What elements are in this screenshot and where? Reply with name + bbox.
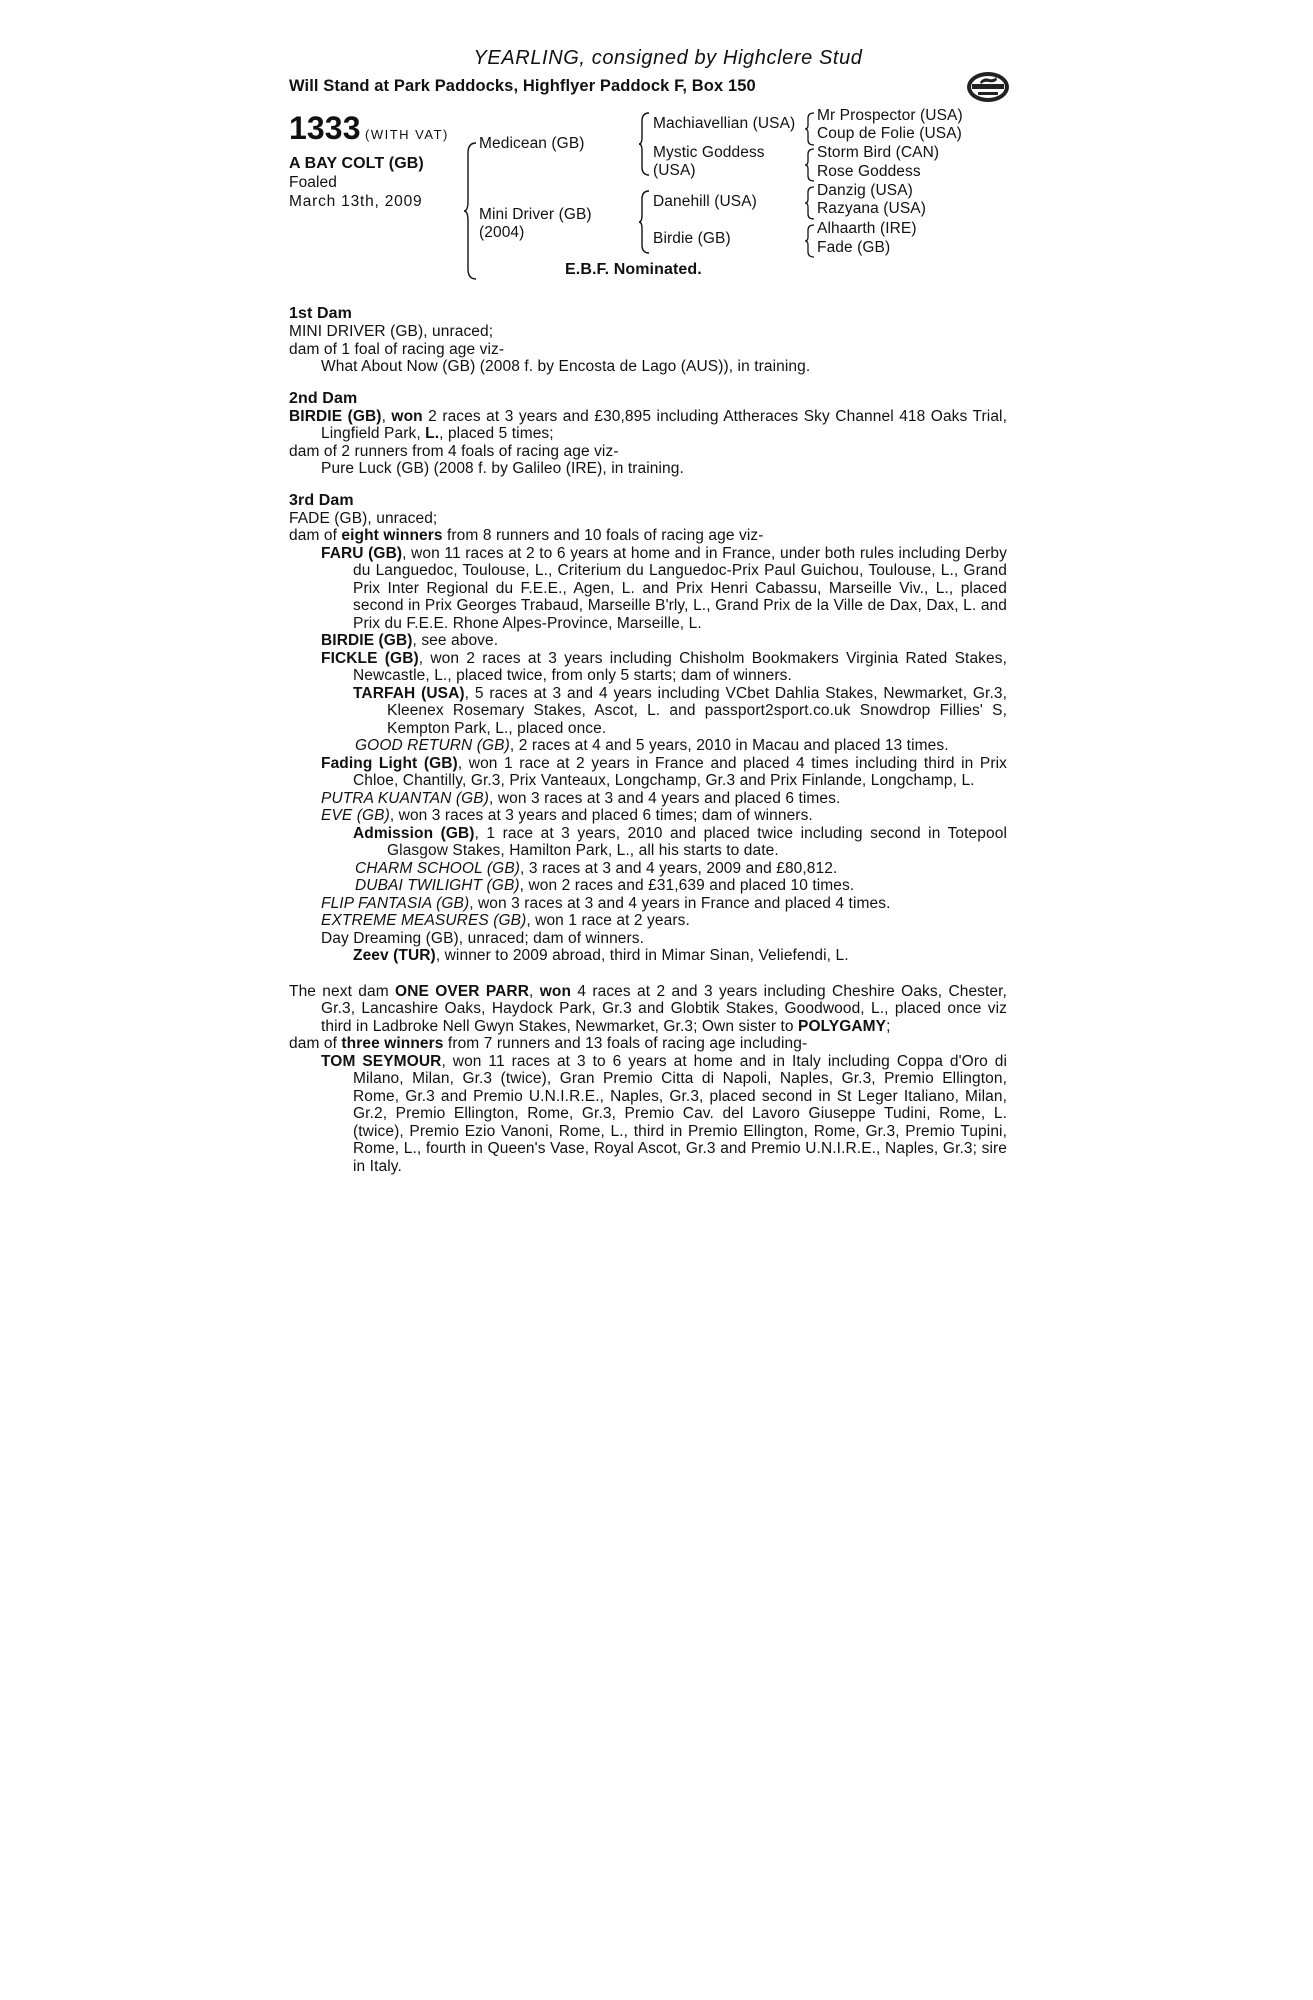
lot-description: A BAY COLT (GB) [289,155,424,172]
pedigree-dd-dam: Fade (GB) [817,239,891,256]
listed-marker: L. [425,425,440,442]
foaled-date: March 13th, 2009 [289,193,423,210]
dam-of-text: dam of [289,527,342,544]
pedigree-brace-ss [805,111,815,147]
won-label: won [391,407,423,425]
foaled-label: Foaled [289,174,337,191]
pedigree-ds-dam: Razyana (USA) [817,200,926,217]
first-dam-section [289,305,1007,376]
horse-name: Fading Light (GB) [321,754,458,772]
race-record-text: , won 3 races at 3 and 4 years in France and placed 4 times. [469,894,891,912]
ebf-nominated: E.B.F. Nominated. [565,261,702,278]
dam-of-text: dam of [289,1035,342,1052]
race-record-text: , see above. [412,632,499,649]
next-dam-produce-line [289,1035,1007,1053]
horse-name: CHARM SCHOOL (GB) [355,859,521,877]
pedigree-sire-sire: Machiavellian (USA) [653,115,796,132]
pedigree-block [289,107,1007,301]
produce-entry [289,737,1007,755]
third-dam-line: FADE (GB), unraced; [289,509,438,527]
first-dam-line: MINI DRIVER (GB), unraced; [289,323,494,340]
pedigree-brace-ds [805,185,815,221]
produce-entry [289,912,1007,930]
pedigree-dam-dam: Birdie (GB) [653,230,731,247]
vat-note: (WITH VAT) [365,127,449,142]
race-record-text: 4 races at 2 and 3 years including Cheshire Oaks, Chester, Gr.3, Lancashire Oaks, Haydock Park, Gr.3 and Globtik Stakes, Goodwood, L., placed once viz third in Ladbroke Nell Gwyn Stakes, Newmarket, Gr.3; Own sister to [321,982,1007,1035]
produce-entry [289,790,1007,808]
produce-entry [289,755,1007,790]
first-dam-produce-line: dam of 1 foal of racing age viz- [289,340,505,358]
pedigree-ds-sire: Danzig (USA) [817,182,913,199]
next-dam-section [289,983,1007,1176]
second-dam-record: BIRDIE (GB), won 2 races at 3 years and £30,895 including Attheraces Sky Channel 418 Oaks Trial, Lingfield Park, L., placed 5 times; [289,407,1008,442]
sister-tail: ; [886,1017,891,1035]
horse-name: BIRDIE (GB) [289,407,382,425]
pedigree-brace-sire [639,111,651,177]
dam-of-tail: from 7 runners and 13 foals of racing age including- [443,1035,808,1052]
second-dam-section [289,390,1007,478]
horse-name: EXTREME MEASURES (GB) [321,912,527,929]
race-record-text: , won 2 races at 3 years including Chisholm Bookmakers Virginia Rated Stakes, Newcastle, L., placed twice, from only 5 starts; dam of winners. [353,649,1007,684]
race-record-tail: , placed 5 times; [439,425,554,442]
pedigree-sire-dam: Mystic Goddess [653,144,765,161]
race-record-text: , won 1 race at 2 years in France and placed 4 times including third in Prix Chloe, Chantilly, Gr.3, Prix Vanteaux, Longchamp, Gr.3 and Prix Finlande, Longchamp, L. [353,754,1007,789]
sister-name: POLYGAMY [798,1017,887,1035]
winners-count: eight winners [341,527,443,544]
race-record-text: , 3 races at 3 and 4 years, 2009 and £80,812. [520,859,838,877]
race-record-text: , won 2 races and £31,639 and placed 10 times. [519,877,855,894]
produce-entry [289,877,1007,895]
pedigree-brace-gen1 [464,141,478,281]
pedigree-dam: Mini Driver (GB) [479,206,592,223]
produce-entry [289,1053,1007,1176]
horse-name: DUBAI TWILIGHT (GB) [355,877,520,894]
dam-of-tail: from 8 runners and 10 foals of racing age viz- [442,527,764,544]
horse-name: TARFAH (USA) [353,684,465,702]
pedigree-brace-dam [639,189,651,255]
produce-entry [289,947,1007,965]
race-record-text: , 1 race at 3 years, 2010 and placed twice including second in Totepool Glasgow Stakes, Hamilton Park, L., all his starts to date. [387,824,1007,859]
third-dam-produce-line [289,527,1007,545]
horse-name: Admission (GB) [353,824,475,842]
horse-name: GOOD RETURN (GB) [355,737,510,754]
pedigree-sd-sire: Storm Bird (CAN) [817,144,940,161]
race-record-text: , won 3 races at 3 and 4 years and placed 6 times. [489,789,841,807]
produce-entry [289,825,1007,860]
second-dam-foal: Pure Luck (GB) (2008 f. by Galileo (IRE), in training. [321,460,684,477]
pedigree-dd-sire: Alhaarth (IRE) [817,220,917,237]
first-dam-foal: What About Now (GB) (2008 f. by Encosta de Lago (AUS)), in training. [321,358,811,375]
pedigree-dam-sire: Danehill (USA) [653,193,757,210]
horse-name: EVE (GB) [321,807,390,824]
produce-entry [289,807,1007,825]
produce-entry [289,545,1007,633]
page-title: YEARLING, consigned by Highclere Stud [473,47,863,69]
race-record-text: , 5 races at 3 and 4 years including VCbet Dahlia Stakes, Newmarket, Gr.3, Kleenex Rosemary Stakes, Ascot, L. and passport2sport.co.uk Snowdrop Fillies' S, Kempton Park, L., placed once. [387,684,1007,737]
horse-name: FICKLE (GB) [321,649,419,667]
produce-entry [289,632,1007,650]
horse-name: ONE OVER PARR [395,982,530,1000]
race-record-text: , won 11 races at 2 to 6 years at home and in France, under both rules including Derby du Languedoc, Toulouse, L., Criterium du Languedoc-Prix Paul Guichou, Toulouse, L., Grand Prix Inter Regional du F.E.E., Agen, L. and Prix Henri Cabassu, Marseille Viv., L., placed second in Prix Georges Trabaud, Marseille B'rly, L., Grand Prix de la Ville de Dax, Dax, L. and Prix du F.E.E. Rhone Alpes-Province, Marseille, L. [353,544,1007,632]
second-dam-produce-line: dam of 2 runners from 4 foals of racing age viz- [289,442,619,460]
pedigree-dam-year: (2004) [479,224,525,241]
race-record-text: , won 3 races at 3 years and placed 6 times; dam of winners. [389,807,813,824]
race-record-text: , winner to 2009 abroad, third in Mimar Sinan, Veliefendi, L. [435,947,849,964]
horse-name: TOM SEYMOUR [321,1052,442,1070]
won-label: won [539,982,572,1000]
next-dam-record: The next dam ONE OVER PARR, won 4 races at 2 and 3 years including Cheshire Oaks, Chester, Gr.3, Lancashire Oaks, Haydock Park, Gr.3 and Globtik Stakes, Goodwood, L., placed once viz third in Ladbroke Nell Gwyn Stakes, Newmarket, Gr.3; Own sister to POLYGAMY; [289,982,1007,1035]
pedigree-ss-dam: Coup de Folie (USA) [817,125,962,142]
pedigree-brace-dd [805,223,815,259]
produce-entry [289,685,1007,738]
produce-entry [289,860,1007,878]
pedigree-ss-sire: Mr Prospector (USA) [817,107,963,124]
second-dam-heading: 2nd Dam [289,389,358,407]
pedigree-sd-dam: Rose Goddess [817,163,921,180]
third-dam-heading: 3rd Dam [289,491,354,509]
horse-name: FLIP FANTASIA (GB) [321,894,470,912]
race-record-text: 2 races at 3 years and £30,895 including Attheraces Sky Channel 418 Oaks Trial, Lingfield Park, [321,407,1008,442]
third-dam-section [289,492,1007,965]
horse-name: BIRDIE (GB) [321,632,413,649]
first-dam-heading: 1st Dam [289,305,352,322]
race-record-text: , 2 races at 4 and 5 years, 2010 in Macau and placed 13 times. [509,737,949,754]
produce-entry: Day Dreaming (GB), unraced; dam of winners. [321,929,645,947]
catalogue-page [289,47,1008,1175]
horse-name: FARU (GB) [321,544,403,562]
next-dam-lead: The next dam [289,982,396,1000]
pedigree-sire-dam-origin: (USA) [653,162,696,179]
race-record-text: , won 1 race at 2 years. [526,912,690,929]
produce-entry [289,895,1007,913]
race-record-text: , won 11 races at 3 to 6 years at home and in Italy including Coppa d'Oro di Milano, Milan, Gr.3 (twice), Gran Premio Citta di Napoli, Naples, Gr.3, Premio Ellington, Rome, Gr.3 and Premio U.N.I.R.E., Naples, Gr.3, placed second in St Leger Italiano, Milan, Gr.2, Premio Ellington, Rome, Gr.3, Premio Cav. del Lavoro Giuseppe Tudini, Rome, L. (twice), Premio Ezio Vanoni, Rome, L., third in Premio Ellington, Rome, Gr.3, Premio Tupini, Rome, L., fourth in Queen's Vase, Royal Ascot, Gr.3 and Premio U.N.I.R.E., Naples, Gr.3; sire in Italy. [353,1052,1008,1175]
produce-entry [289,650,1007,685]
horse-name: Zeev (TUR) [353,947,436,964]
lot-number: 1333 [289,110,361,146]
highclere-stud-logo-icon [965,70,1011,104]
stabling-location: Will Stand at Park Paddocks, Highflyer Paddock F, Box 150 [289,76,756,95]
winners-count: three winners [341,1035,444,1052]
pedigree-brace-sd [805,147,815,183]
pedigree-sire: Medicean (GB) [479,135,585,152]
horse-name: PUTRA KUANTAN (GB) [321,789,490,807]
